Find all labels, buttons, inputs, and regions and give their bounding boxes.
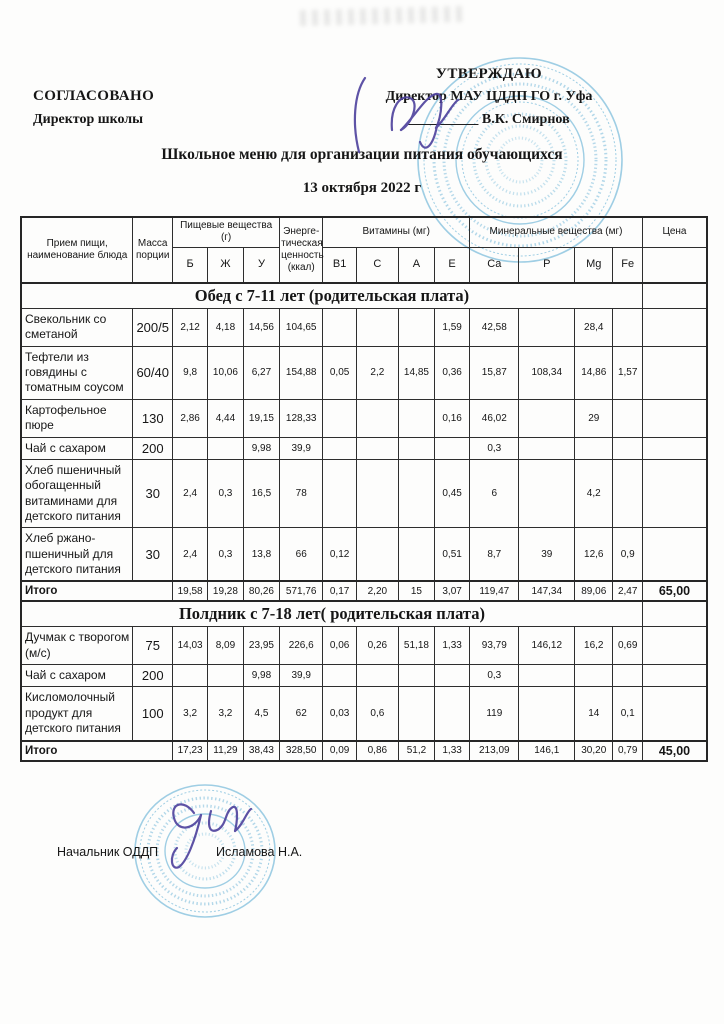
total-mg: 89,06	[575, 581, 613, 601]
total-row	[21, 581, 707, 601]
cell-fe: 0,69	[613, 627, 642, 665]
col-header-minerals: Минеральные вещества (мг)	[470, 217, 643, 247]
cell-e: 1,59	[435, 309, 470, 347]
cell-ca: 93,79	[470, 627, 519, 665]
cell-price	[642, 627, 707, 665]
footer-position: Начальник ОДДП	[57, 845, 159, 859]
cell-energy: 62	[280, 687, 323, 741]
cell-e: 0,36	[435, 346, 470, 399]
cell-name: Хлеб ржано-пшеничный для детского питания	[21, 528, 133, 582]
col-header-carbs: У	[243, 247, 279, 283]
cell-b1	[323, 665, 357, 687]
cell-u: 9,98	[243, 437, 279, 459]
cell-a	[398, 687, 434, 741]
cell-a	[398, 309, 434, 347]
cell-u: 6,27	[243, 346, 279, 399]
col-header-nutrients: Пищевые вещества (г)	[173, 217, 280, 247]
section-title: Обед с 7-11 лет (родительская плата)	[21, 283, 642, 309]
cell-zh	[208, 665, 244, 687]
cell-fe: 0,1	[613, 687, 642, 741]
col-header-ca: Са	[470, 247, 519, 283]
section-price-spacer	[642, 601, 707, 627]
cell-fe: 0,9	[613, 528, 642, 582]
dish-row	[21, 459, 707, 527]
total-name: Итого	[21, 581, 173, 601]
total-c: 0,86	[356, 741, 398, 761]
col-header-e: Е	[435, 247, 470, 283]
section-header-row	[21, 601, 707, 627]
col-header-c: С	[356, 247, 398, 283]
total-zh: 11,29	[208, 741, 244, 761]
cell-e	[435, 665, 470, 687]
cell-fe	[613, 459, 642, 527]
footer-name: Исламова Н.А.	[216, 845, 303, 859]
cell-energy: 226,6	[280, 627, 323, 665]
approved-title: УТВЕРЖДАЮ	[435, 66, 543, 82]
total-name: Итого	[21, 741, 173, 761]
cell-p	[519, 399, 575, 437]
agreed-block	[33, 88, 154, 128]
cell-energy: 66	[280, 528, 323, 582]
cell-name: Свекольник со сметаной	[21, 309, 133, 347]
document-title: Школьное меню для организации питания обучающихся	[161, 146, 563, 163]
cell-e: 0,16	[435, 399, 470, 437]
approved-sign-line: __________ В.К. Смирнов	[408, 112, 570, 127]
cell-u: 4,5	[243, 687, 279, 741]
table-header	[21, 217, 707, 283]
section-price-spacer	[642, 283, 707, 309]
cell-mass: 200/5	[133, 309, 173, 347]
cell-mass: 30	[133, 459, 173, 527]
cell-c: 2,2	[356, 346, 398, 399]
cell-a	[398, 528, 434, 582]
faint-stamp-remnant	[300, 6, 465, 26]
total-zh: 19,28	[208, 581, 244, 601]
cell-b	[173, 665, 208, 687]
col-header-p: Р	[519, 247, 575, 283]
cell-ca: 8,7	[470, 528, 519, 582]
cell-p	[519, 459, 575, 527]
cell-u: 13,8	[243, 528, 279, 582]
cell-c	[356, 459, 398, 527]
total-b: 17,23	[173, 741, 208, 761]
cell-mass: 60/40	[133, 346, 173, 399]
menu-table-body	[21, 283, 707, 761]
col-header-b1: В1	[323, 247, 357, 283]
total-price: 65,00	[642, 581, 707, 601]
cell-mg: 28,4	[575, 309, 613, 347]
total-energy: 571,76	[280, 581, 323, 601]
cell-b1	[323, 459, 357, 527]
col-header-mass: Масса порции	[133, 217, 173, 283]
cell-mg: 29	[575, 399, 613, 437]
agreed-subtitle: Директор школы	[33, 112, 144, 127]
total-energy: 328,50	[280, 741, 323, 761]
col-header-energy: Энерге-тическая ценность (ккал)	[280, 217, 323, 283]
total-u: 80,26	[243, 581, 279, 601]
total-c: 2,20	[356, 581, 398, 601]
dish-row	[21, 528, 707, 582]
cell-b: 3,2	[173, 687, 208, 741]
cell-b1: 0,06	[323, 627, 357, 665]
total-a: 51,2	[398, 741, 434, 761]
cell-mass: 30	[133, 528, 173, 582]
total-u: 38,43	[243, 741, 279, 761]
cell-b: 2,4	[173, 459, 208, 527]
cell-mass: 100	[133, 687, 173, 741]
cell-c	[356, 399, 398, 437]
cell-price	[642, 399, 707, 437]
cell-mg	[575, 665, 613, 687]
cell-zh: 3,2	[208, 687, 244, 741]
cell-a	[398, 665, 434, 687]
approved-subtitle: Директор МАУ ЦДДП ГО г. Уфа	[385, 89, 593, 104]
total-b: 19,58	[173, 581, 208, 601]
cell-mg: 4,2	[575, 459, 613, 527]
cell-energy: 104,65	[280, 309, 323, 347]
total-e: 1,33	[435, 741, 470, 761]
cell-e	[435, 687, 470, 741]
section-title: Полдник с 7-18 лет( родительская плата)	[21, 601, 642, 627]
total-ca: 213,09	[470, 741, 519, 761]
cell-name: Тефтели из говядины с томатным соусом	[21, 346, 133, 399]
cell-fe	[613, 665, 642, 687]
cell-price	[642, 346, 707, 399]
cell-p	[519, 665, 575, 687]
cell-p	[519, 309, 575, 347]
cell-zh: 4,18	[208, 309, 244, 347]
signature-director	[340, 72, 480, 164]
cell-e: 1,33	[435, 627, 470, 665]
cell-price	[642, 687, 707, 741]
cell-energy: 128,33	[280, 399, 323, 437]
cell-price	[642, 309, 707, 347]
cell-p: 39	[519, 528, 575, 582]
col-header-protein: Б	[173, 247, 208, 283]
cell-a	[398, 399, 434, 437]
cell-ca: 0,3	[470, 665, 519, 687]
cell-price	[642, 459, 707, 527]
cell-a: 14,85	[398, 346, 434, 399]
col-header-meal: Прием пищи, наименование блюда	[21, 217, 133, 283]
col-header-fe: Fe	[613, 247, 642, 283]
dish-row	[21, 346, 707, 399]
cell-name: Кисломолочный продукт для детского питания	[21, 687, 133, 741]
total-a: 15	[398, 581, 434, 601]
col-header-price-spacer	[642, 247, 707, 283]
cell-ca: 46,02	[470, 399, 519, 437]
cell-mg: 16,2	[575, 627, 613, 665]
total-fe: 0,79	[613, 741, 642, 761]
cell-b1: 0,03	[323, 687, 357, 741]
cell-b1	[323, 309, 357, 347]
cell-mass: 200	[133, 437, 173, 459]
cell-b1: 0,05	[323, 346, 357, 399]
cell-e: 0,51	[435, 528, 470, 582]
cell-mg: 12,6	[575, 528, 613, 582]
cell-b: 2,12	[173, 309, 208, 347]
total-fe: 2,47	[613, 581, 642, 601]
cell-ca: 15,87	[470, 346, 519, 399]
cell-p: 108,34	[519, 346, 575, 399]
cell-b	[173, 437, 208, 459]
cell-e: 0,45	[435, 459, 470, 527]
dish-row	[21, 665, 707, 687]
col-header-fat: Ж	[208, 247, 244, 283]
cell-mass: 75	[133, 627, 173, 665]
cell-zh: 0,3	[208, 528, 244, 582]
cell-a	[398, 437, 434, 459]
cell-name: Картофельное пюре	[21, 399, 133, 437]
cell-a	[398, 459, 434, 527]
cell-mg: 14,86	[575, 346, 613, 399]
cell-b1	[323, 399, 357, 437]
cell-name: Хлеб пшеничный обогащенный витаминами для детского питания	[21, 459, 133, 527]
cell-fe	[613, 399, 642, 437]
cell-price	[642, 665, 707, 687]
col-header-price: Цена	[642, 217, 707, 247]
cell-energy: 39,9	[280, 665, 323, 687]
cell-ca: 42,58	[470, 309, 519, 347]
cell-mass: 130	[133, 399, 173, 437]
cell-p	[519, 437, 575, 459]
cell-c	[356, 309, 398, 347]
dish-row	[21, 627, 707, 665]
cell-u: 14,56	[243, 309, 279, 347]
cell-ca: 0,3	[470, 437, 519, 459]
cell-c: 0,6	[356, 687, 398, 741]
cell-zh	[208, 437, 244, 459]
total-price: 45,00	[642, 741, 707, 761]
cell-name: Чай с сахаром	[21, 437, 133, 459]
dish-row	[21, 687, 707, 741]
cell-p	[519, 687, 575, 741]
cell-name: Дучмак с творогом (м/с)	[21, 627, 133, 665]
cell-fe	[613, 437, 642, 459]
cell-ca: 119	[470, 687, 519, 741]
cell-zh: 8,09	[208, 627, 244, 665]
cell-fe: 1,57	[613, 346, 642, 399]
cell-b: 2,86	[173, 399, 208, 437]
dish-row	[21, 399, 707, 437]
col-header-mg: Mg	[575, 247, 613, 283]
total-p: 147,34	[519, 581, 575, 601]
menu-table	[20, 216, 708, 762]
agreed-title: СОГЛАСОВАНО	[33, 88, 155, 104]
total-row	[21, 741, 707, 761]
section-header-row	[21, 283, 707, 309]
cell-c	[356, 437, 398, 459]
cell-b: 9,8	[173, 346, 208, 399]
dish-row	[21, 437, 707, 459]
document-date: 13 октября 2022 г	[302, 180, 422, 196]
cell-energy: 78	[280, 459, 323, 527]
cell-zh: 0,3	[208, 459, 244, 527]
dish-row	[21, 309, 707, 347]
cell-mg	[575, 437, 613, 459]
cell-price	[642, 528, 707, 582]
total-mg: 30,20	[575, 741, 613, 761]
cell-mg: 14	[575, 687, 613, 741]
cell-ca: 6	[470, 459, 519, 527]
cell-name: Чай с сахаром	[21, 665, 133, 687]
cell-zh: 4,44	[208, 399, 244, 437]
cell-u: 16,5	[243, 459, 279, 527]
cell-fe	[613, 309, 642, 347]
total-b1: 0,17	[323, 581, 357, 601]
cell-price	[642, 437, 707, 459]
col-header-a: А	[398, 247, 434, 283]
total-ca: 119,47	[470, 581, 519, 601]
cell-b1	[323, 437, 357, 459]
cell-zh: 10,06	[208, 346, 244, 399]
cell-p: 146,12	[519, 627, 575, 665]
col-header-vitamins: Витамины (мг)	[323, 217, 470, 247]
cell-b1: 0,12	[323, 528, 357, 582]
cell-a: 51,18	[398, 627, 434, 665]
total-b1: 0,09	[323, 741, 357, 761]
cell-u: 9,98	[243, 665, 279, 687]
total-p: 146,1	[519, 741, 575, 761]
cell-u: 19,15	[243, 399, 279, 437]
signature-chief	[158, 793, 258, 881]
cell-b: 14,03	[173, 627, 208, 665]
cell-e	[435, 437, 470, 459]
cell-u: 23,95	[243, 627, 279, 665]
total-e: 3,07	[435, 581, 470, 601]
cell-c	[356, 528, 398, 582]
cell-mass: 200	[133, 665, 173, 687]
cell-energy: 39,9	[280, 437, 323, 459]
cell-energy: 154,88	[280, 346, 323, 399]
cell-b: 2,4	[173, 528, 208, 582]
cell-c	[356, 665, 398, 687]
cell-c: 0,26	[356, 627, 398, 665]
